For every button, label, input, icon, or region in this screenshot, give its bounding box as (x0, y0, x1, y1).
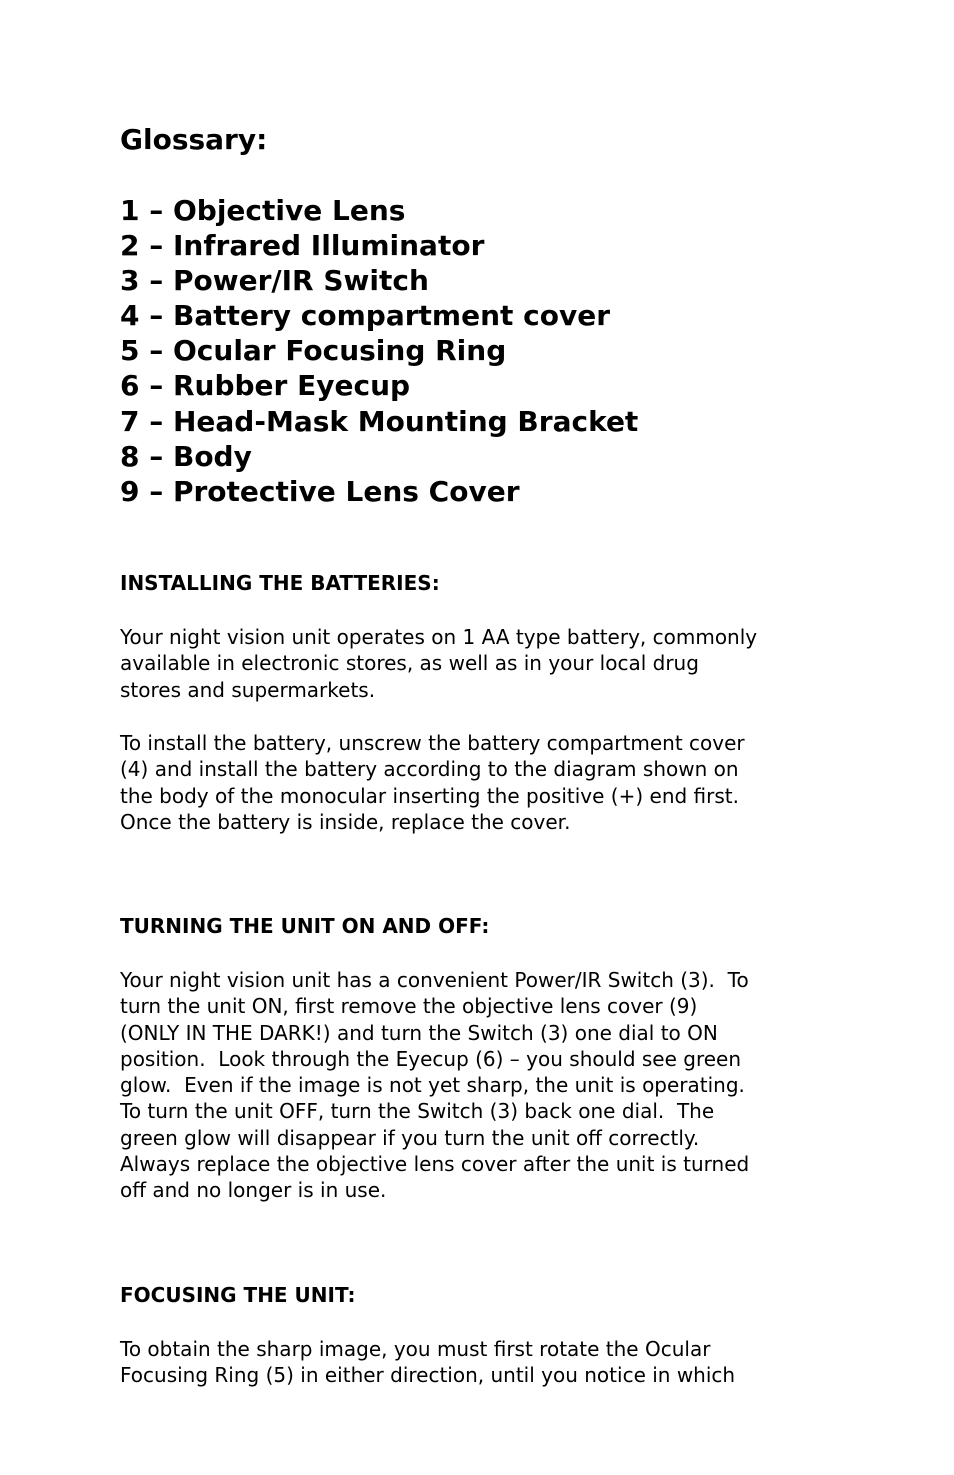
focusing-heading: FOCUSING THE UNIT: (120, 1283, 356, 1307)
batteries-paragraph-1: Your night vision unit operates on 1 AA type battery, commonly available in electronic stores, as well as in your local drug stores and supermarkets. (120, 625, 758, 702)
batteries-heading: INSTALLING THE BATTERIES: (120, 571, 440, 595)
glossary-item: 4 – Battery compartment cover (120, 299, 611, 333)
glossary-title: Glossary: (120, 123, 268, 156)
glossary-item: 5 – Ocular Focusing Ring (120, 334, 507, 368)
focusing-paragraph: To obtain the sharp image, you must first rotate the Ocular Focusing Ring (5) in either direction, until you notice in which (120, 1337, 736, 1388)
glossary-item: 7 – Head-Mask Mounting Bracket (120, 404, 639, 438)
glossary-list (120, 193, 638, 509)
glossary-item: 8 – Body (120, 439, 252, 473)
glossary-item: 6 – Rubber Eyecup (120, 369, 411, 403)
turning-heading: TURNING THE UNIT ON AND OFF: (120, 914, 490, 938)
glossary-item: 3 – Power/IR Switch (120, 264, 429, 298)
batteries-paragraph-2: To install the battery, unscrew the battery compartment cover (4) and install the battery according to the diagram shown on the body of the monocular inserting the positive (+) end first. Once the battery is inside, replace the cover. (120, 731, 745, 834)
glossary-item: 9 – Protective Lens Cover (120, 474, 520, 508)
turning-paragraph: Your night vision unit has a convenient Power/IR Switch (3). To turn the unit ON, first remove the objective lens cover (9) (ONLY IN THE DARK!) and turn the Switch (3) one dial to ON position. Look through the Eyecup (6) – you should see green glow. Even if the image is not yet sharp, the unit is operating. To turn the unit OFF, turn the Switch (3) back one dial. The green glow will disappear if you turn the unit off correctly. Always replace the objective lens cover after the unit is turned off and no longer is in use. (120, 968, 750, 1203)
glossary-item: 2 – Infrared Illuminator (120, 229, 485, 263)
glossary-item: 1 – Objective Lens (120, 194, 406, 227)
